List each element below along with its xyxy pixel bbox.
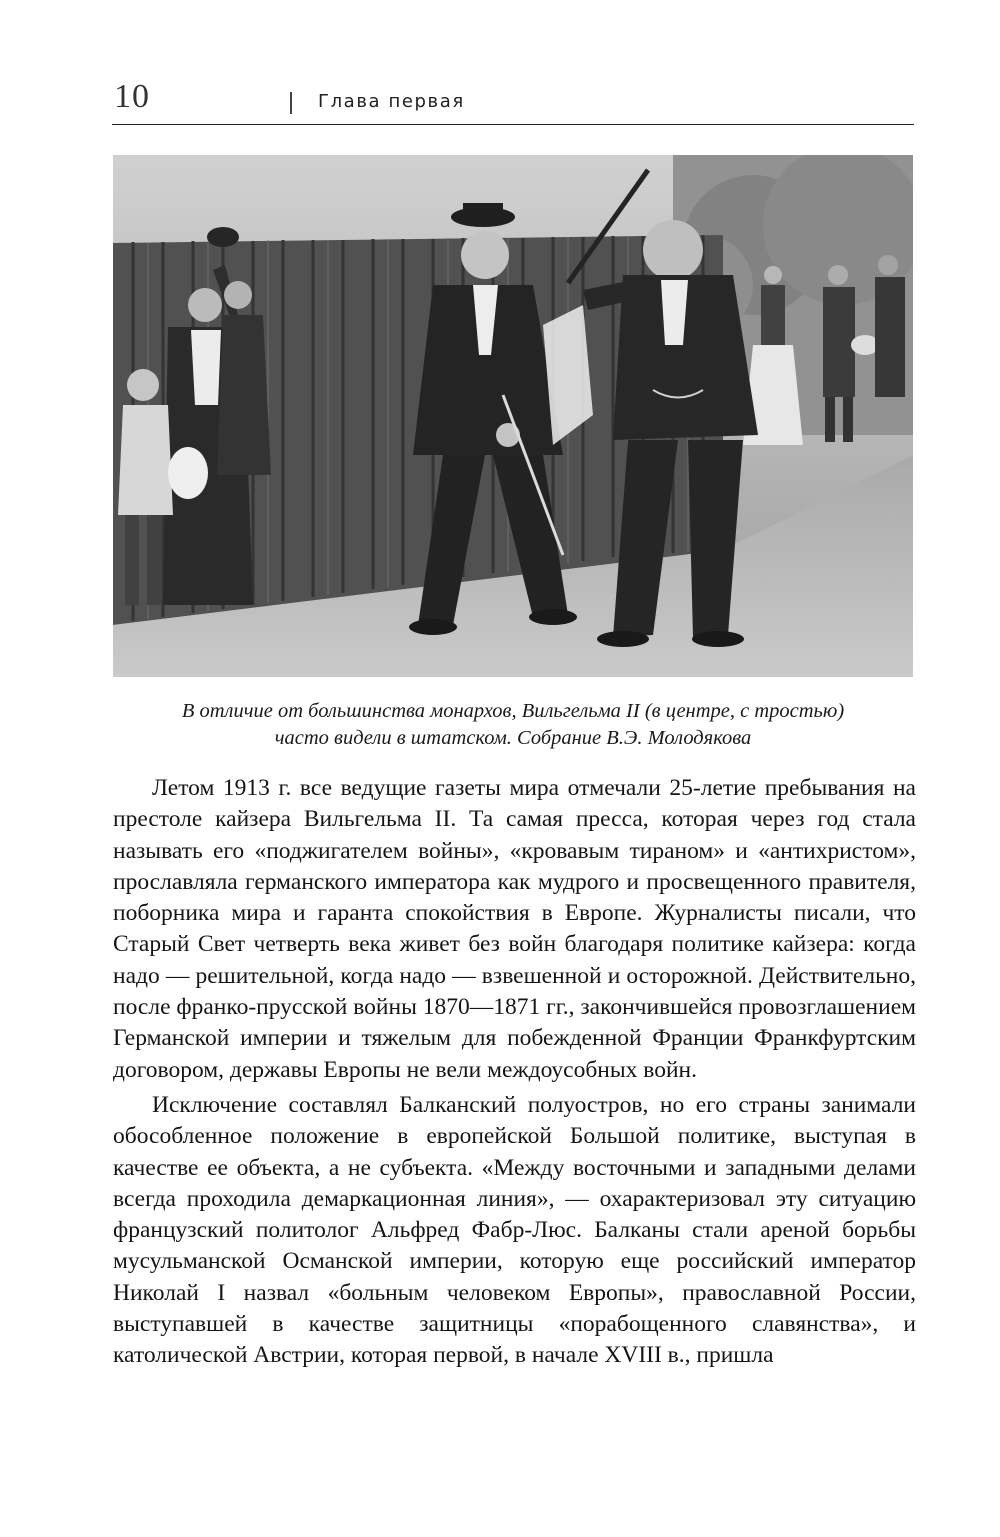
photo-caption xyxy=(100,698,926,752)
paragraph-2: Исключение составлял Балканский полуостров, но его страны занимали обособленное положение в европейской Большой политике, выступая в качестве ее объекта, а не субъекта. «Между восточными и западными делами всегда проходила демаркационная линия», — охарактеризовал эту ситуацию французский политолог Альфред Фабр-Люс. Балканы стали ареной борьбы мусульманской Османской империи, которую еще российский император Николай I назвал «больным человеком Европы», православной России, выступавшей в качестве защитницы «порабощенного славянства», и католической Австрии, которая первой, в начале XVIII в., пришла xyxy=(113,1091,916,1369)
historical-photo xyxy=(113,155,913,677)
photo-illustration xyxy=(113,155,913,677)
paragraph-1: Летом 1913 г. все ведущие газеты мира отмечали 25-летие пребывания на престоле кайзера Вильгельма II. Та самая пресса, которая через год стала называть его «поджигателем войны», «кровавым тираном» и «антихристом», прославляла германского императора как мудрого и просвещенного правителя, поборника мира и гаранта спокойствия в Европе. Журналисты писали, что Старый Свет четверть века живет без войн благодаря политике кайзера: когда надо — решительной, когда надо — взвешенной и осторожной. Действительно, после франко-прусской войны 1870—1871 гг., закончившейся провозглашением Германской империи и тяжелым для побежденной Франции Франкфуртским договором, державы Европы не вели междоусобных войн. xyxy=(113,775,916,1083)
page-header xyxy=(112,74,914,125)
header-divider xyxy=(290,92,292,114)
caption-line-2: часто видели в штатском. Собрание В.Э. Молодякова xyxy=(274,727,752,749)
body-text xyxy=(113,773,916,1372)
chapter-title: Глава первая xyxy=(318,91,465,112)
page-number: 10 xyxy=(114,78,150,115)
caption-line-1: В отличие от большинства монархов, Вильгельма II (в центре, с тростью) xyxy=(181,700,845,722)
